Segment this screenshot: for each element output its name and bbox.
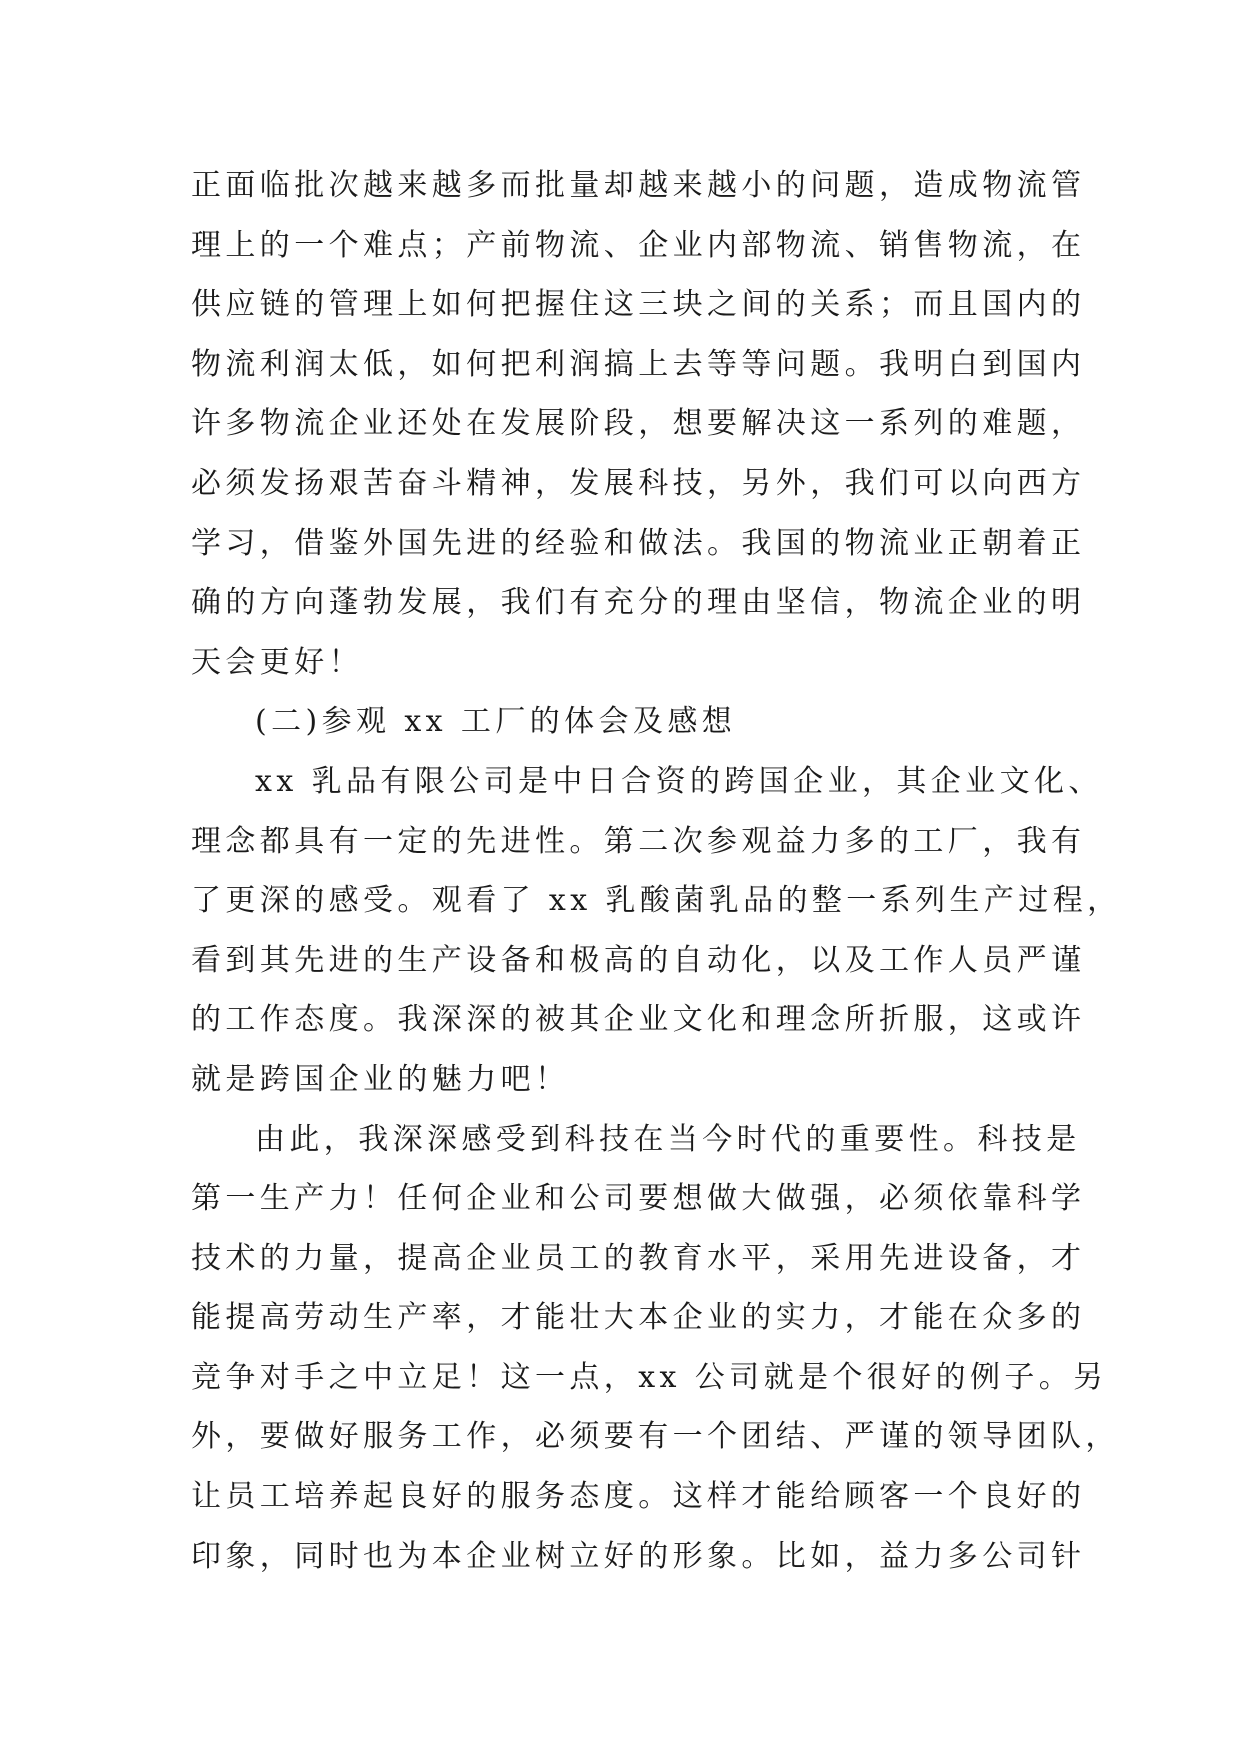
text-line: 学习，借鉴外国先进的经验和做法。我国的物流业正朝着正 (191, 525, 1086, 561)
text-line: 了更深的感受。观看了 xx 乳酸菌乳品的整一系列生产过程， (191, 883, 1122, 919)
text-line: 物流利润太低，如何把利润搞上去等等问题。我明白到国内 (191, 346, 1086, 382)
text-line: 外，要做好服务工作，必须要有一个团结、严谨的领导团队， (191, 1419, 1120, 1455)
text-line: 技术的力量，提高企业员工的教育水平，采用先进设备，才 (191, 1240, 1086, 1276)
text-line: 许多物流企业还处在发展阶段，想要解决这一系列的难题， (191, 406, 1086, 442)
section-heading: (二)参观 xx 工厂的体会及感想 (255, 704, 737, 740)
text-line: xx 乳品有限公司是中日合资的跨国企业，其企业文化、 (255, 763, 1103, 799)
text-line: 第一生产力！任何企业和公司要想做大做强，必须依靠科学 (191, 1181, 1086, 1217)
text-line: 理上的一个难点；产前物流、企业内部物流、销售物流，在 (191, 227, 1086, 263)
text-line: 能提高劳动生产率，才能壮大本企业的实力，才能在众多的 (191, 1300, 1086, 1336)
body-text (191, 156, 1122, 1586)
text-line: 竞争对手之中立足！这一点，xx 公司就是个很好的例子。另 (191, 1359, 1108, 1395)
text-line: 看到其先进的生产设备和极高的自动化，以及工作人员严谨 (191, 942, 1086, 978)
text-line: 供应链的管理上如何把握住这三块之间的关系；而且国内的 (191, 287, 1086, 323)
text-line: 正面临批次越来越多而批量却越来越小的问题，造成物流管 (191, 168, 1086, 203)
text-line: 确的方向蓬勃发展，我们有充分的理由坚信，物流企业的明 (191, 585, 1086, 621)
text-line: 由此，我深深感受到科技在当今时代的重要性。科技是 (255, 1121, 1081, 1157)
text-line: 天会更好！ (191, 644, 363, 680)
text-line: 理念都具有一定的先进性。第二次参观益力多的工厂，我有 (191, 823, 1086, 859)
text-line: 就是跨国企业的魅力吧！ (191, 1061, 570, 1097)
text-line: 必须发扬艰苦奋斗精神，发展科技，另外，我们可以向西方 (191, 465, 1086, 501)
text-line: 印象，同时也为本企业树立好的形象。比如，益力多公司针 (191, 1538, 1086, 1574)
text-line: 的工作态度。我深深的被其企业文化和理念所折服，这或许 (191, 1002, 1086, 1038)
text-line: 让员工培养起良好的服务态度。这样才能给顾客一个良好的 (191, 1479, 1086, 1515)
